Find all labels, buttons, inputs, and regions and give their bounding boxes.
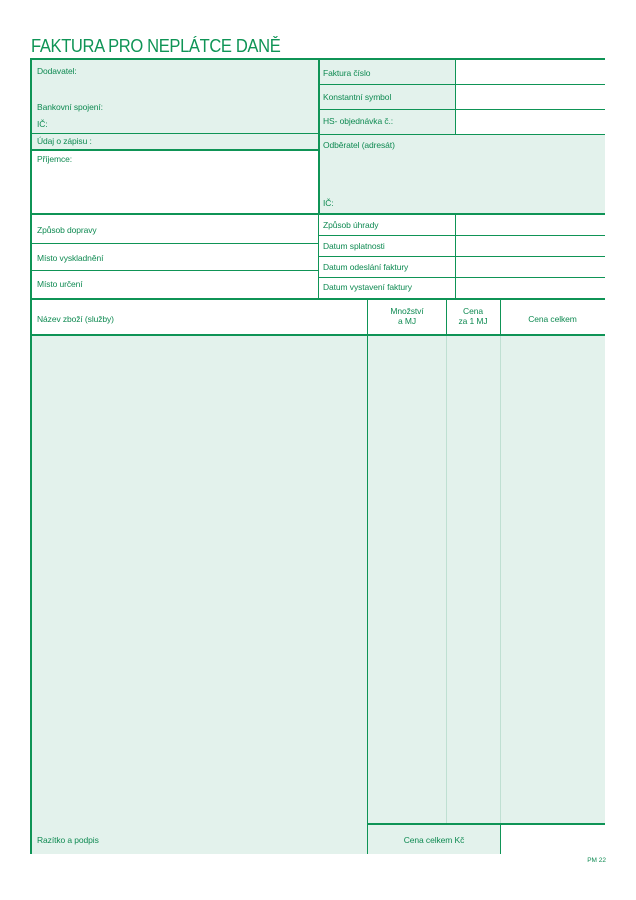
items-body[interactable] [32, 336, 605, 824]
recipient-label: Příjemce: [37, 154, 72, 164]
dispatch-place-label: Místo vyskladnění [37, 253, 104, 263]
payment-method-label: Způsob úhrady [323, 220, 379, 230]
total-price-header: Cena celkem [528, 314, 577, 324]
supplier-label: Dodavatel: [37, 66, 77, 76]
customer-ic-label: IČ: [323, 198, 334, 208]
due-date-label: Datum splatnosti [323, 241, 385, 251]
quantity-header-line2: a MJ [397, 316, 417, 326]
item-name-header: Název zboží (služby) [37, 314, 114, 324]
invoice-number-field[interactable] [455, 60, 605, 134]
quantity-header-line1: Množství [390, 306, 424, 316]
form-title: FAKTURA PRO NEPLÁTCE DANĚ [31, 36, 281, 56]
issue-date-label: Datum vystavení faktury [323, 282, 412, 292]
send-date-label: Datum odeslání faktury [323, 262, 409, 272]
total-czk-field[interactable] [500, 824, 605, 854]
recipient-section [32, 150, 318, 214]
bank-connection-label: Bankovní spojení: [37, 102, 103, 112]
supplier-ic-label: IČ: [37, 119, 48, 129]
destination-label: Místo určení [37, 279, 83, 289]
customer-label: Odběratel (adresát) [323, 140, 395, 150]
unit-price-header-line2: za 1 MJ [458, 316, 488, 326]
invoice-number-label: Faktura číslo [323, 68, 371, 78]
unit-price-header [446, 306, 500, 326]
invoice-form [30, 58, 605, 854]
form-code: PM 22 [587, 857, 606, 864]
registration-label: Údaj o zápisu : [37, 136, 92, 146]
unit-price-header-line1: Cena [463, 306, 483, 316]
constant-symbol-label: Konstantní symbol [323, 92, 392, 102]
stamp-signature-label: Razítko a podpis [37, 835, 99, 845]
transport-method-label: Způsob dopravy [37, 225, 97, 235]
total-czk-label: Cena celkem Kč [403, 835, 465, 845]
order-number-label: HS- objednávka č.: [323, 116, 394, 126]
quantity-header [368, 306, 446, 326]
